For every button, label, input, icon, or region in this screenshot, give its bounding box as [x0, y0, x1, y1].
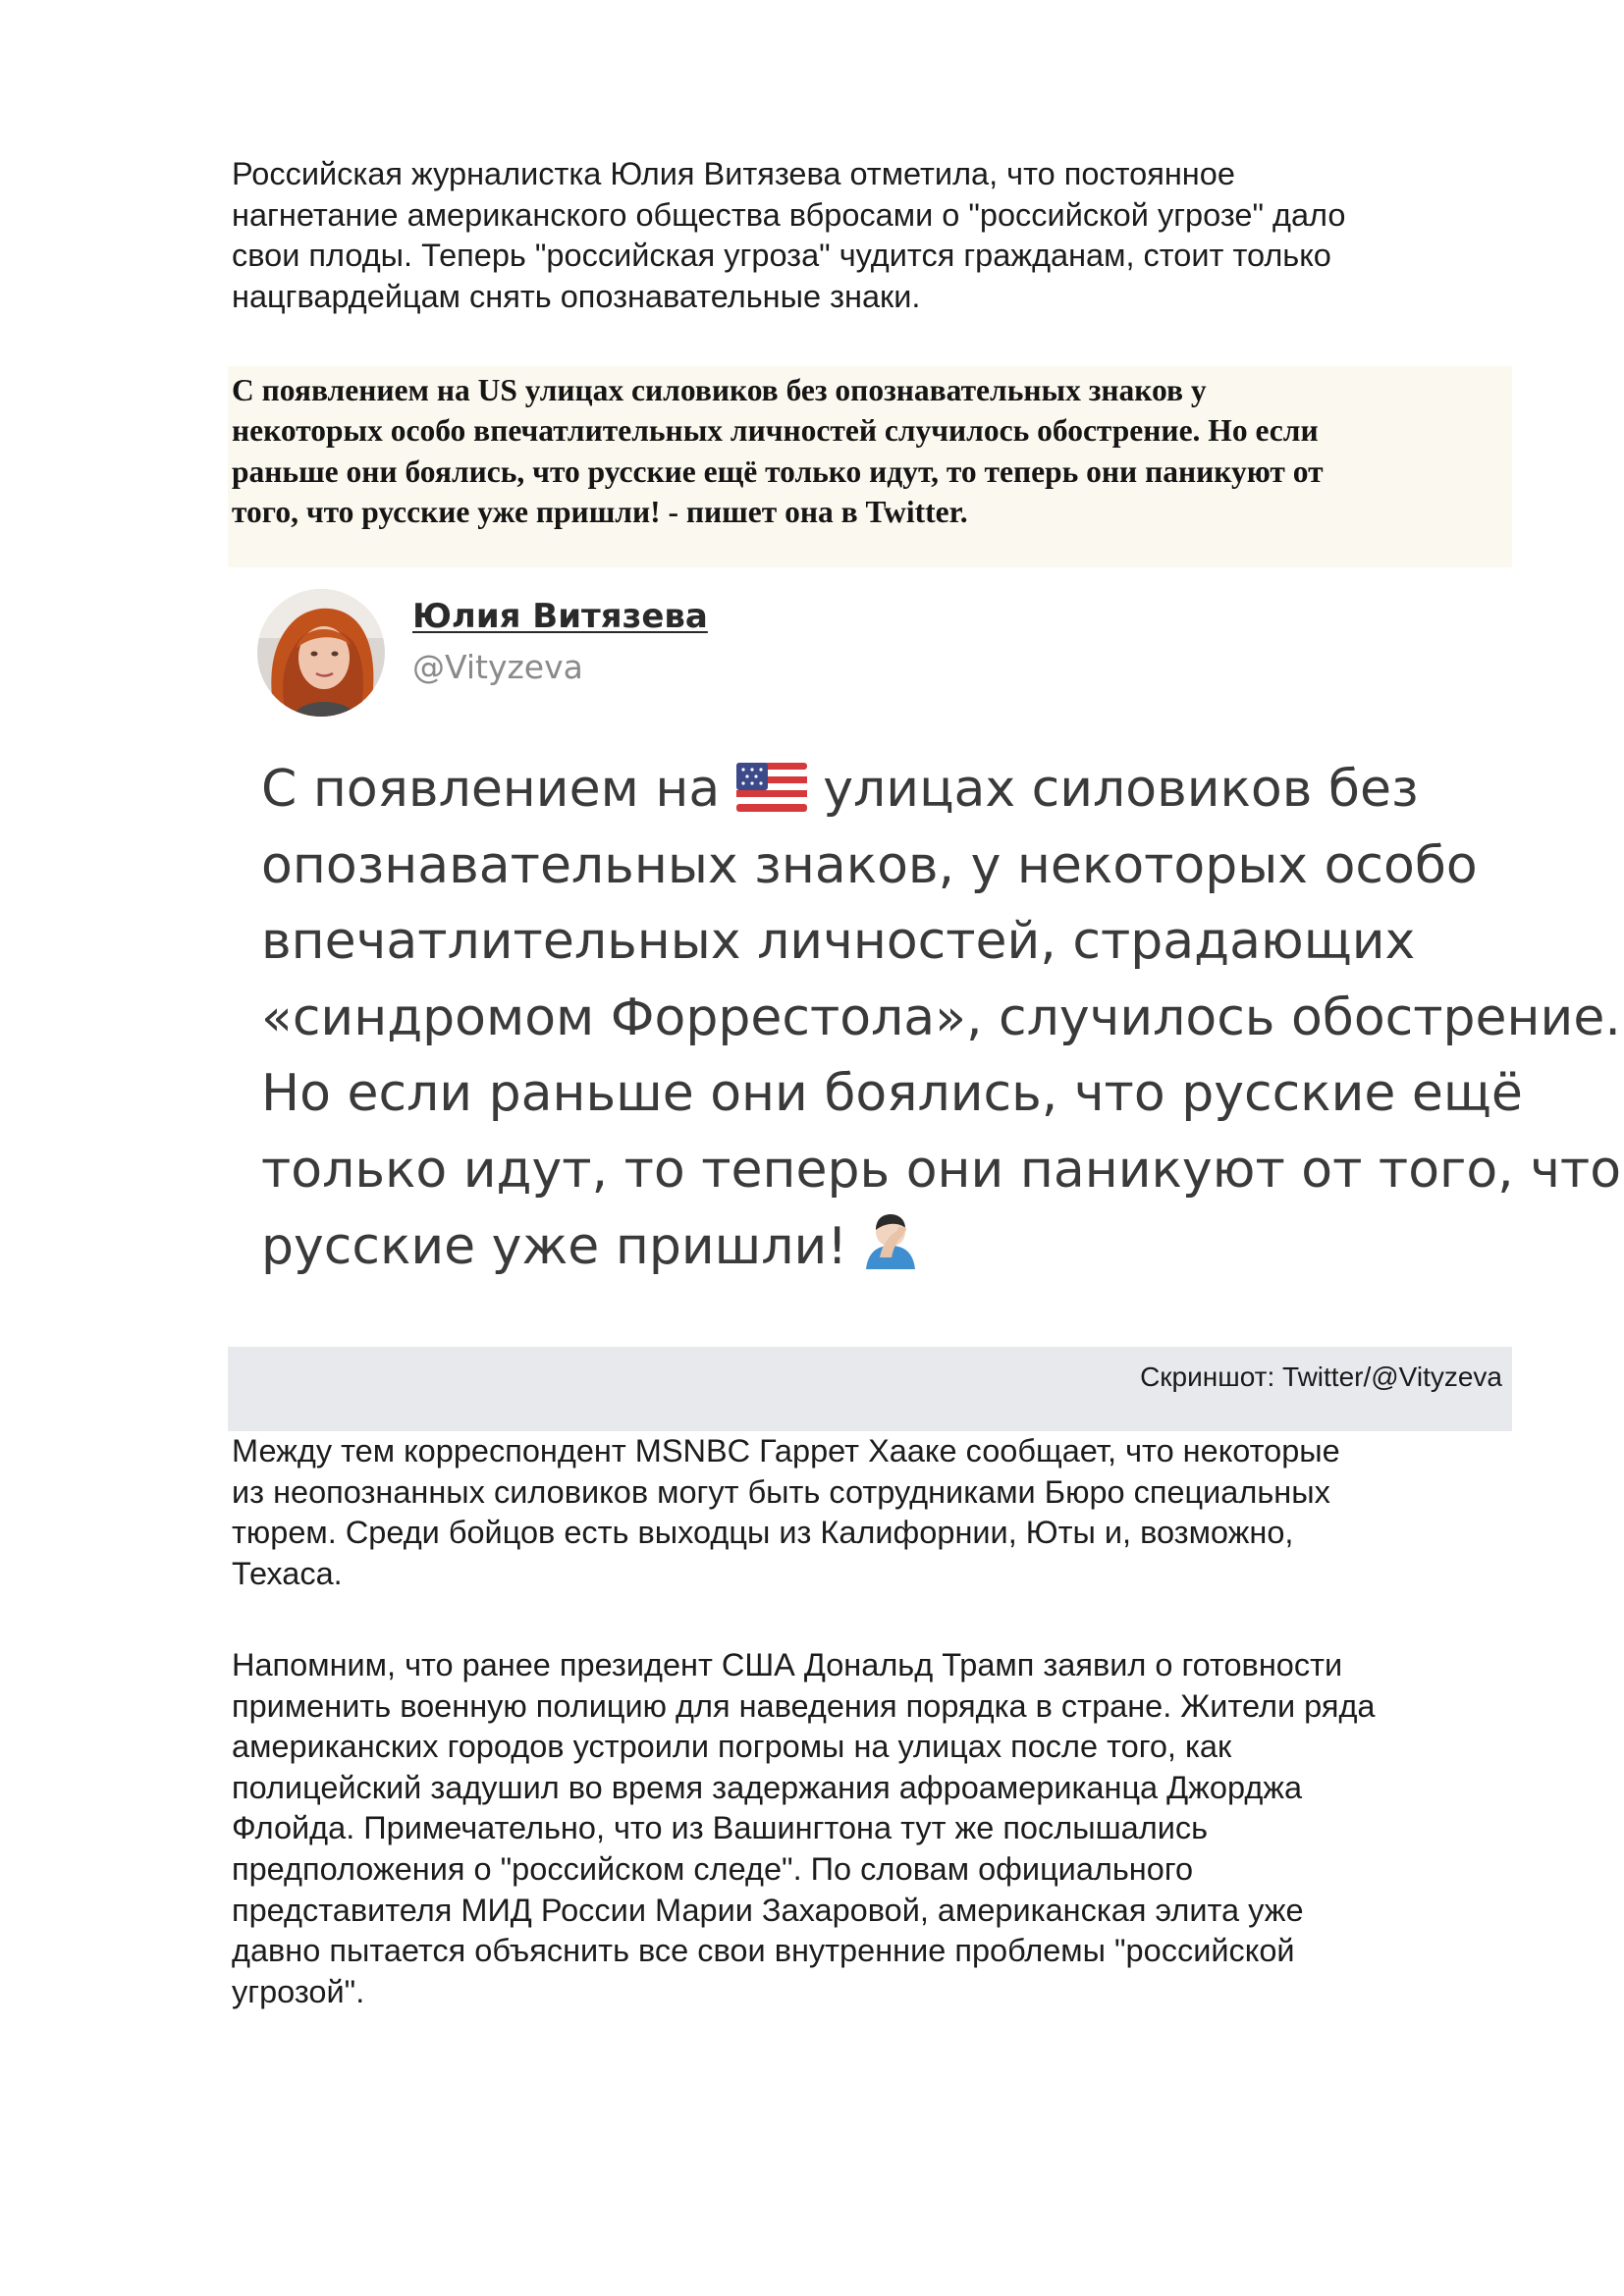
tweet-line: только идут, то теперь они паникуют от того, что	[261, 1140, 1622, 1200]
intro-paragraph: Российская журналистка Юлия Витязева отметила, что постоянное нагнетание американского общества вбросами о "российской угрозе" дало свои плоды. Теперь "российская угроза" чудится гражданам, стоит только нацгвардейцам снять опознавательные знаки.	[232, 156, 1346, 314]
image-caption-bar	[228, 1347, 1512, 1431]
image-caption: Скриншот: Twitter/@Vityzeva	[1140, 1362, 1502, 1392]
facepalm-icon	[864, 1212, 917, 1292]
quote-text: С появлением на US улицах силовиков без опознавательных знаков у некоторых особо впечатлительных личностей случилось обострение. Но если раньше они боялись, что русские ещё только идут, то теперь они паникуют от того, что русские уже пришли! - пишет она в Twitter.	[232, 373, 1324, 530]
quote-block	[228, 366, 1512, 567]
tweet-line-text: С появлением на	[261, 760, 736, 819]
tweet-line	[261, 752, 1624, 828]
tweet-line: впечатлительных личностей, страдающих	[261, 912, 1416, 972]
tweet-line: опознавательных знаков, у некоторых особо	[261, 835, 1478, 895]
us-flag-icon	[736, 758, 807, 834]
tweet-screenshot	[228, 569, 1624, 1345]
tweet-line: Но если раньше они боялись, что русские ещё	[261, 1064, 1523, 1124]
avatar	[257, 589, 385, 717]
tweet-line-text: русские уже пришли!	[261, 1216, 864, 1276]
tweet-line	[261, 1209, 1624, 1286]
tweet-author-handle: @Vityzeva	[412, 648, 583, 686]
tweet-line-text: улицах силовиков без	[806, 760, 1419, 819]
recall-paragraph: Напомним, что ранее президент США Дональд Трамп заявил о готовности применить военную полицию для наведения порядка в стране. Жители ряда американских городов устроили погромы на улицах после того, как полицейский задушил во время задержания афроамериканца Джорджа Флойда. Примечательно, что из Вашингтона тут же послышались предположения о "российском следе". По словам официального представителя МИД России Марии Захаровой, американская элита уже давно пытается объяснить все свои внутренние проблемы "российской угрозой".	[232, 1647, 1376, 2009]
tweet-text	[261, 752, 1624, 1285]
tweet-line: «синдромом Форрестола», случилось обострение.	[261, 988, 1621, 1047]
tweet-author-name[interactable]: Юлия Витязева	[412, 597, 708, 636]
msnbc-paragraph: Между тем корреспондент MSNBC Гаррет Хааке сообщает, что некоторые из неопознанных силовиков могут быть сотрудниками Бюро специальных тюрем. Среди бойцов есть выходцы из Калифорнии, Юты и, возможно, Техаса.	[232, 1433, 1340, 1591]
